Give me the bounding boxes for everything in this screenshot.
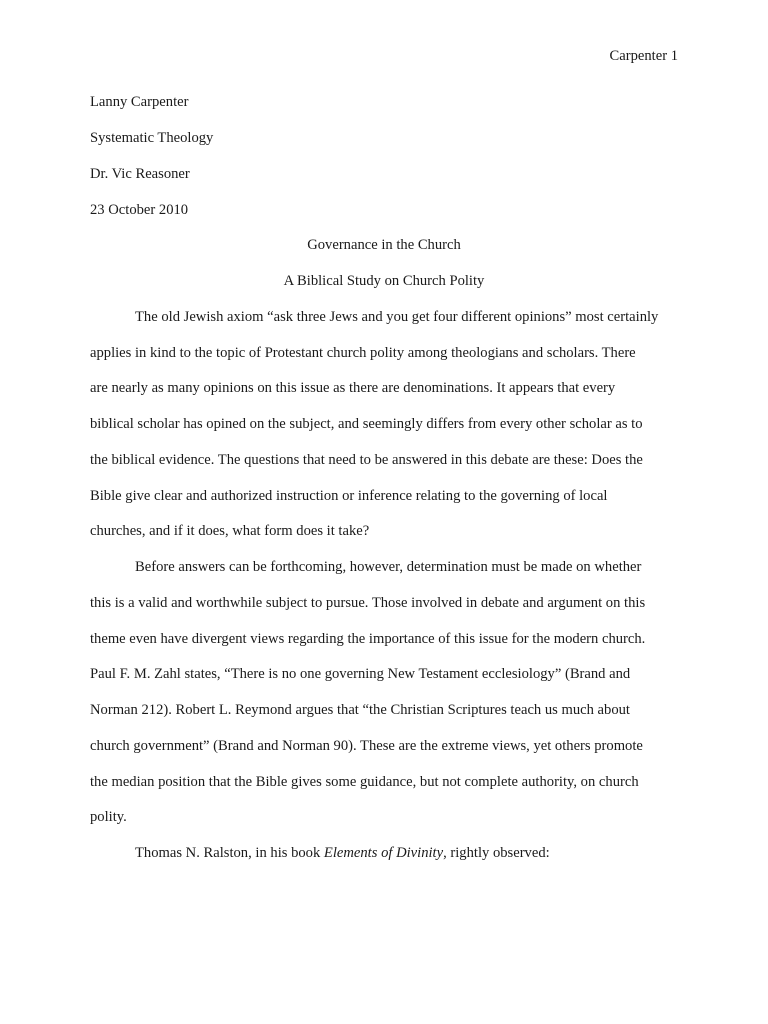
instructor-name: Dr. Vic Reasoner bbox=[90, 166, 190, 182]
paragraph-2-line: polity. bbox=[90, 809, 127, 825]
paragraph-3-text: Thomas N. Ralston, in his book bbox=[135, 845, 324, 861]
paragraph-1-line: applies in kind to the topic of Protestant church polity among theologians and scholars. There bbox=[90, 345, 636, 361]
paragraph-2-line: theme even have divergent views regarding the importance of this issue for the modern church. bbox=[90, 631, 646, 647]
paragraph-3-text: , rightly observed: bbox=[443, 845, 550, 861]
course-name: Systematic Theology bbox=[90, 130, 214, 146]
paragraph-1-line: Bible give clear and authorized instruction or inference relating to the governing of local bbox=[90, 488, 608, 504]
paper-title: Governance in the Church bbox=[307, 237, 461, 253]
paragraph-1-line: biblical scholar has opined on the subject, and seemingly differs from every other scholar as to bbox=[90, 416, 643, 432]
paragraph-1-line: The old Jewish axiom “ask three Jews and you get four different opinions” most certainly bbox=[135, 309, 659, 325]
paper-subtitle: A Biblical Study on Church Polity bbox=[283, 273, 485, 289]
paragraph-3-line bbox=[135, 844, 550, 862]
paragraph-2-line: Paul F. M. Zahl states, “There is no one governing New Testament ecclesiology” (Brand and bbox=[90, 666, 631, 682]
paragraph-1-line: are nearly as many opinions on this issue as there are denominations. It appears that every bbox=[90, 380, 616, 396]
paragraph-2-line: the median position that the Bible gives some guidance, but not complete authority, on church bbox=[90, 774, 639, 790]
author-name: Lanny Carpenter bbox=[90, 94, 189, 110]
running-head: Carpenter 1 bbox=[609, 48, 678, 64]
paper-date: 23 October 2010 bbox=[90, 202, 189, 218]
paragraph-2-line: this is a valid and worthwhile subject to pursue. Those involved in debate and argument on this bbox=[90, 595, 646, 611]
paragraph-2-line: Norman 212). Robert L. Reymond argues that “the Christian Scriptures teach us much about bbox=[90, 702, 630, 718]
paragraph-2-line: Before answers can be forthcoming, however, determination must be made on whether bbox=[135, 559, 642, 575]
paragraph-1-line: churches, and if it does, what form does it take? bbox=[90, 523, 370, 539]
paragraph-2-line: church government” (Brand and Norman 90). These are the extreme views, yet others promote bbox=[90, 738, 643, 754]
paragraph-1-line: the biblical evidence. The questions that need to be answered in this debate are these: Does the bbox=[90, 452, 643, 468]
book-title: Elements of Divinity bbox=[323, 845, 444, 861]
